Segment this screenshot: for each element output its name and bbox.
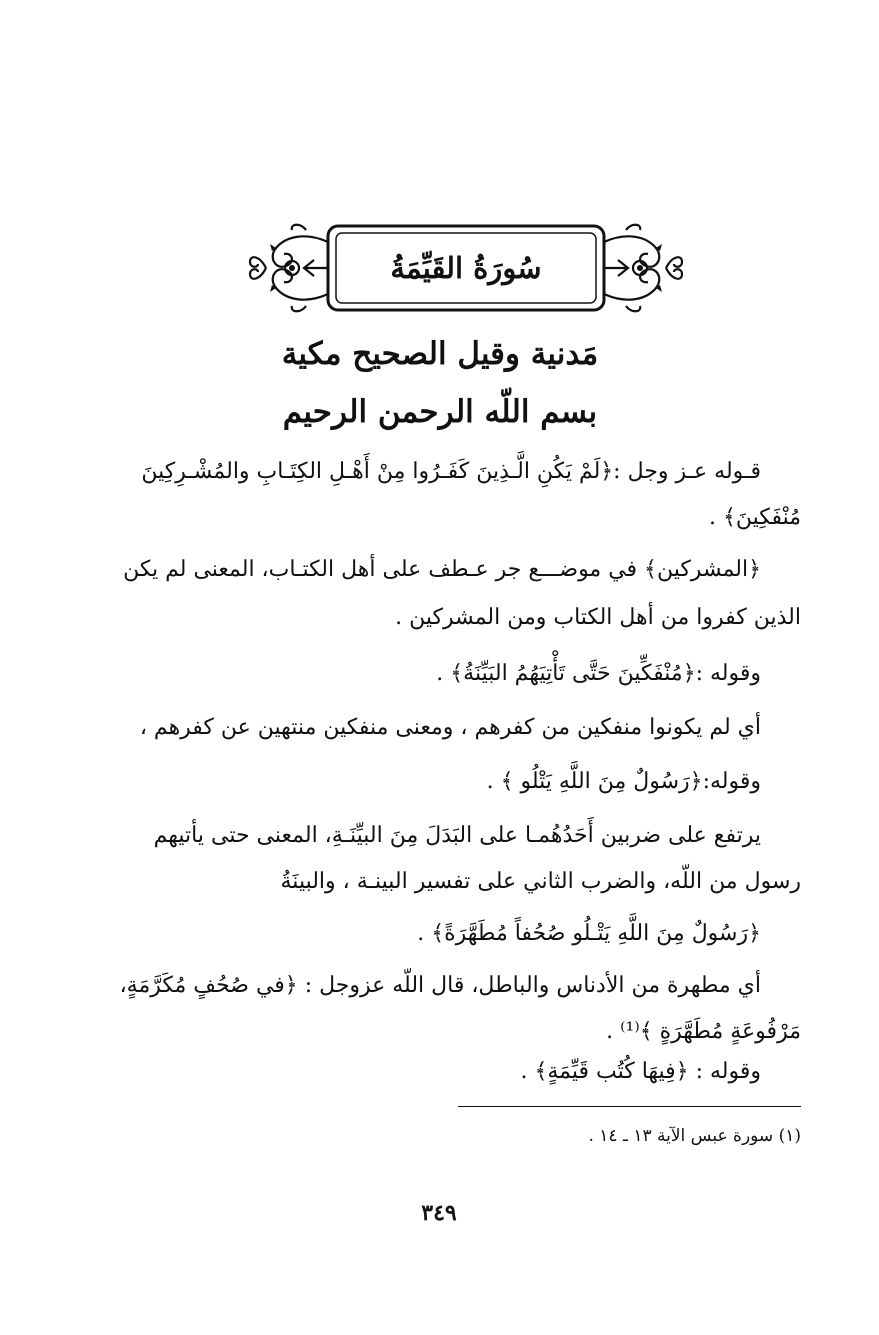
text-line: أي مطهرة من الأدناس والباطل، قال اللّه عزوجل : ﴿في صُحُفٍ مُكَرَّمَةٍ،: [119, 973, 761, 998]
text-line: مُنْفَكِينَ﴾ .: [709, 505, 801, 530]
footnote-divider: [458, 1106, 801, 1107]
surah-title: سُورَةُ القَيِّمَةُ: [390, 251, 542, 285]
text-line: وقوله:﴿رَسُولٌ مِنَ اللَّهِ يَتْلُو ﴾ .: [486, 769, 761, 794]
text-line: رسول من اللّه، والضرب الثاني على تفسير البينـة ، والبينَةُ: [280, 869, 801, 894]
revelation-heading: مَدنية وقيل الصحيح مكية: [281, 336, 599, 372]
text-line: الذين كفروا من أهل الكتاب ومن المشركين .: [395, 605, 801, 630]
surah-title-cartouche: [246, 222, 686, 314]
basmala-heading: بسم اللّه الرحمن الرحيم: [282, 394, 598, 430]
text-line: ﴿رَسُولٌ مِنَ اللَّهِ يَتْـلُو صُحُفاً مُطَهَّرَةً﴾ .: [417, 921, 761, 946]
text-line: ﴿المشركين﴾ في موضـــع جر عـطف على أهل الكتـاب، المعنى لم يكن: [123, 557, 761, 582]
text-line: وقوله : ﴿فِيهَا كُتُب قَيِّمَةٍ﴾ .: [520, 1059, 761, 1084]
text-line: يرتفع على ضربين أَحَدُهُمـا على البَدَلَ مِنَ البيِّنَـةِ، المعنى حتى يأتيهم: [153, 823, 761, 848]
text-line: أي لم يكونوا منفكين من كفرهم ، ومعنى منفكين منتهين عن كفرهم ،: [139, 715, 761, 740]
page-number: ٣٤٩: [421, 1200, 457, 1226]
text-line: وقوله :﴿مُنْفَكِّينَ حَتَّى تَأْتِيَهُمُ البَيِّنَةُ﴾ .: [436, 661, 761, 686]
text-line: مَرْفُوعَةٍ مُطَهَّرَةٍ ﴾⁽¹⁾ .: [606, 1019, 801, 1044]
text-line: قـوله عـز وجل :﴿لَمْ يَكُنِ الَّـذِينَ كَفَـرُوا مِنْ أَهْـلِ الكِتَـابِ والمُشْـرِكِينَ: [141, 459, 761, 484]
footnote: (١) سورة عبس الآية ١٣ ـ ١٤ .: [588, 1126, 801, 1146]
